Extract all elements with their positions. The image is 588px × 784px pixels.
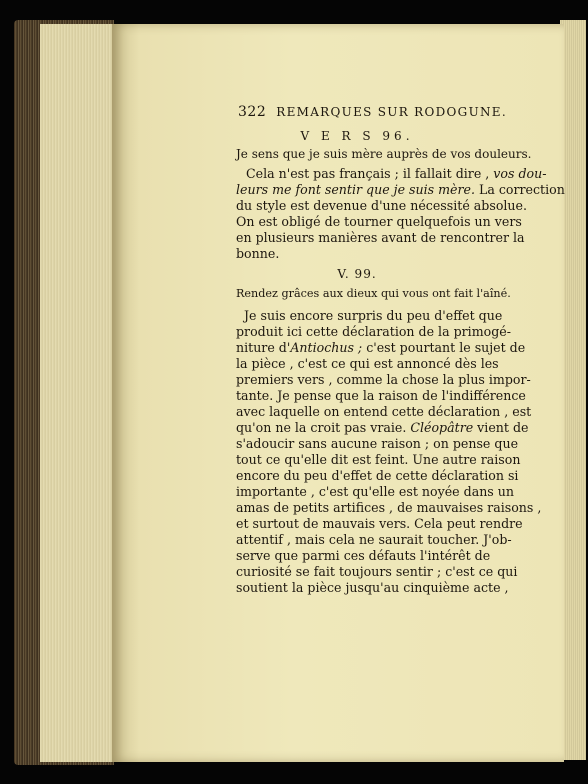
text-line: qu'on ne la croit pas vraie. Cléopâtre vient de <box>236 420 529 435</box>
text-line: On est obligé de tourner quelquefois un vers <box>236 214 522 229</box>
verse-label-99: V. 99. <box>337 267 377 281</box>
text-line: s'adoucir sans aucune raison ; on pense que <box>236 436 519 451</box>
text-line: tout ce qu'elle dit est feint. Une autre raison <box>236 452 521 467</box>
verse-label-96: V E R S 96. <box>300 129 414 143</box>
verse-quote-99: Rendez grâces aux dieux qui vous ont fait l'aîné. <box>236 287 511 300</box>
running-header <box>238 104 507 120</box>
running-title: REMARQUES SUR RODOGUNE. <box>276 105 507 119</box>
text-line: niture d'Antiochus ; c'est pourtant le sujet de <box>236 340 526 355</box>
text-line: Cela n'est pas français ; il fallait dire , vos dou- <box>246 166 547 181</box>
text-line: produit ici cette déclaration de la primogé- <box>236 324 512 339</box>
text-line: serve que parmi ces défauts l'intérêt de <box>236 548 491 563</box>
text-line: avec laquelle on entend cette déclaration , est <box>236 404 532 419</box>
text-line: leurs me font sentir que je suis mère. La correction <box>236 182 565 197</box>
text-line: en plusieurs manières avant de rencontrer la <box>236 230 525 245</box>
page-number: 322 <box>238 104 267 120</box>
text-line: amas de petits artifices , de mauvaises raisons , <box>236 500 542 515</box>
text-line: curiosité se fait toujours sentir ; c'est ce qui <box>236 564 518 579</box>
text-line: et surtout de mauvais vers. Cela peut rendre <box>236 516 523 531</box>
text-line: du style est devenue d'une nécessité absolue. <box>236 198 527 213</box>
text-line: bonne. <box>236 246 280 261</box>
text-line: Je suis encore surpris du peu d'effet que <box>244 308 503 323</box>
text-line: importante , c'est qu'elle est noyée dans un <box>236 484 514 499</box>
verse-quote-96: Je sens que je suis mère auprès de vos douleurs. <box>236 147 532 161</box>
text-line: tante. Je pense que la raison de l'indifférence <box>236 388 526 403</box>
text-line: la pièce , c'est ce qui est annoncé dès les <box>236 356 499 371</box>
text-line: attentif , mais cela ne saurait toucher. J'ob- <box>236 532 512 547</box>
text-line: soutient la pièce jusqu'au cinquième acte , <box>236 580 509 595</box>
page-edges-left <box>40 24 120 762</box>
text-line: premiers vers , comme la chose la plus impor- <box>236 372 531 387</box>
text-line: encore du peu d'effet de cette déclaration si <box>236 468 519 483</box>
